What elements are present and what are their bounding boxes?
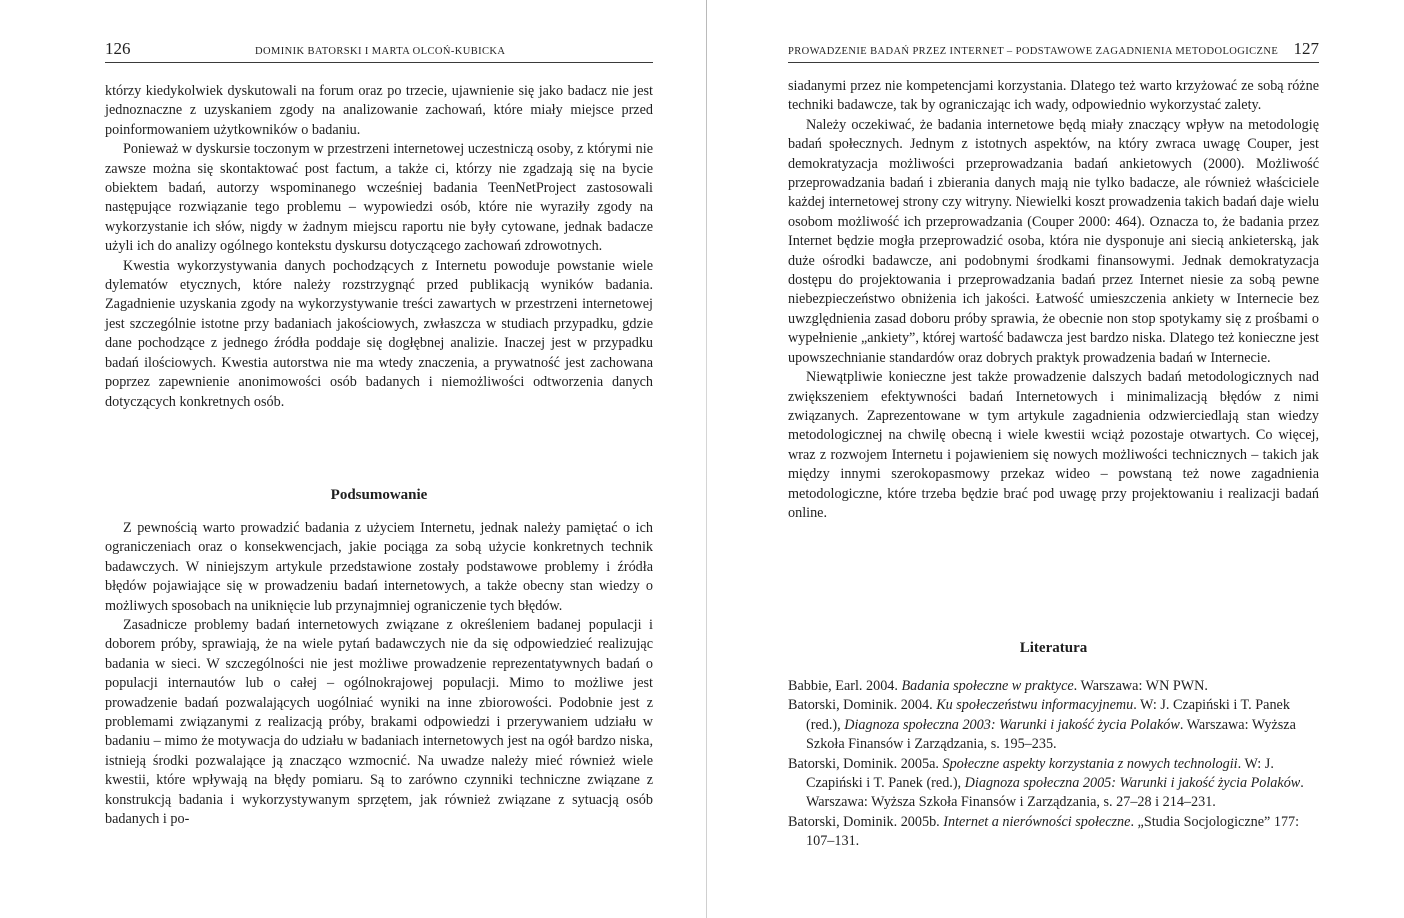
reference-entry: Babbie, Earl. 2004. Badania społeczne w praktyce. Warszawa: WN PWN. bbox=[788, 678, 1208, 694]
running-head: PROWADZENIE BADAŃ PRZEZ INTERNET – PODSTAWOWE ZAGADNIENIA METODOLOGICZNE bbox=[788, 46, 1279, 57]
book-gutter bbox=[706, 0, 707, 918]
right-page bbox=[788, 0, 1319, 918]
section-heading: Literatura bbox=[1019, 640, 1088, 656]
paragraph: Z pewnością warto prowadzić badania z użyciem Internetu, jednak należy pamiętać o ich ograniczeniach oraz o konsekwencjach, jakie pociąga za sobą użycie konkretnych technik badawczych. W niniejszym artykule przedstawione zostały podstawowe problemy i źródła błędów pojawiające się w prowadzeniu badań internetowych, a także obecny stan wiedzy o możliwych sposobach na uniknięcie lub przynajmniej ograniczenie tych błędów. bbox=[105, 520, 653, 614]
reference-entry: Batorski, Dominik. 2004. Ku społeczeństwu informacyjnemu. W: J. Czapiński i T. Panek (red.), Diagnoza społeczna 2003: Warunki i jakość życia Polaków. Warszawa: Wyższa Szkoła Finansów i Zarządzania, s. 195–235. bbox=[788, 697, 1296, 753]
left-page-header bbox=[105, 40, 653, 63]
running-head: DOMINIK BATORSKI I MARTA OLCOŃ-KUBICKA bbox=[255, 46, 506, 57]
right-page-header bbox=[788, 40, 1319, 63]
page-number: 126 bbox=[105, 39, 131, 58]
paragraph: Zasadnicze problemy badań internetowych związane z określeniem badanej populacji i doborem próby, sprawiają, że na wiele pytań badawczych nie da się odpowiedzieć realizując badania w sieci. W szczególności nie jest możliwe prowadzenie reprezentatywnych badań o populacji internautów lub o całej – ogólnokrajowej populacji. Mimo to możliwe jest prowadzenie badań pozwalających uogólniać wyniki na inne zbiorowości. Podobnie jest z problemami związanymi z realizacją próby, brakami odpowiedzi i przerywaniem udziału w badaniu – mimo że motywacja do udziału w badaniach internetowych jest na ogół bardzo niska, istnieją środki pozwalające ją znacząco wzmocnić. Na uwadze należy mieć również wiele kwestii, które wpływają na błędy pomiaru. Są to zarówno czynniki techniczne związane z konstrukcją badania i wykorzystywanym sprzętem, jak również związane z sytuacją osób badanych i po- bbox=[105, 617, 653, 828]
reference-entry: Batorski, Dominik. 2005b. Internet a nierówności społeczne. „Studia Socjologiczne” 177: 107–131. bbox=[788, 813, 1300, 850]
paragraph: Niewątpliwie konieczne jest także prowadzenie dalszych badań metodologicznych nad zwiększeniem efektywności badań Internetowych i minimalizacją błędów z nimi związanych. Zaprezentowane w tym artykule zagadnienia odzwierciedlają stan wiedzy metodologicznej na chwilę obecną i wiele kwestii wciąż pozostaje otwartych. Co więcej, wraz z rozwojem Internetu i pojawieniem się nowych możliwości technicznych – takich jak między innymi szerokopasmowy przekaz wideo – powstaną też nowe zagadnienia metodologiczne, które trzeba będzie brać pod uwagę przy projektowaniu i realizacji badań online. bbox=[788, 369, 1319, 521]
left-body-bottom bbox=[105, 519, 653, 830]
page-number: 127 bbox=[1293, 39, 1319, 58]
reference-list bbox=[788, 677, 1319, 852]
paragraph: siadanymi przez nie kompetencjami korzystania. Dlatego też warto krzyżować ze sobą różne techniki badawcze, tak by ograniczając ich wady, odpowiednio wykorzystać zalety. bbox=[788, 78, 1319, 114]
paragraph: Ponieważ w dyskursie toczonym w przestrzeni internetowej uczestniczą osoby, z którymi nie zawsze można się skontaktować post factum, a także ci, którzy nie zgadzają się na bycie obiektem badań, autorzy wspominanego wcześniej badania TeenNetProject zastosowali następujące rozwiązanie tego problemu – wypowiedzi osób, które nie wyraziły zgody na wykorzystanie ich słów, nigdy w żadnym miejscu raportu nie były cytowane, jednak badacze użyli ich do analizy ogólnego kontekstu dyskursu dotyczącego zachowań zdrowotnych. bbox=[105, 141, 653, 255]
reference-entry: Batorski, Dominik. 2005a. Społeczne aspekty korzystania z nowych technologii. W: J. Czapiński i T. Panek (red.), Diagnoza społeczna 2005: Warunki i jakość życia Polaków. Warszawa: Wyższa Szkoła Finansów i Zarządzania, s. 27–28 i 214–231. bbox=[788, 755, 1304, 811]
paragraph: Kwestia wykorzystywania danych pochodzących z Internetu powoduje powstanie wiele dylematów etycznych, które należy rozstrzygnąć przed publikacją wyników badania. Zagadnienie uzyskania zgody na wykorzystywanie treści zawartych w przestrzeni internetowej jest szczególnie istotne przy badaniach jakościowych, zwłaszcza w studiach przypadku, gdzie dane pochodzące z jednego źródła poddaje się dogłębnej analizie. Inaczej jest w przypadku badań ilościowych. Kwestia autorstwa nie ma wtedy znaczenia, a prywatność jest zachowana poprzez zapewnienie anonimowości osób badanych i niemożliwości odtworzenia danych dotyczących konkretnych osób. bbox=[105, 257, 653, 410]
left-body-top bbox=[105, 82, 653, 412]
right-body bbox=[788, 77, 1319, 523]
paragraph: Należy oczekiwać, że badania internetowe będą miały znaczący wpływ na metodologię badań społecznych. Jednym z istotnych aspektów, na który zwraca uwagę Couper, jest demokratyzacja możliwości przeprowadzania badań ankietowych (2000). Możliwość przeprowadzania badań i zbierania danych mają nie tylko badacze, ale również właściciele każdej internetowej strony czy witryny. Niewielki koszt prowadzenia takich badań daje wielu osobom możliwość ich przeprowadzania (Couper 2000: 464). Oznacza to, że badania przez Internet będzie mogła przeprowadzić osoba, która nie dysponuje ani siecią ankieterską, jak duże ośrodki badawcze, ani podobnymi środkami finansowymi. Jednak demokratyzacja dostępu do projektowania i przeprowadzania badań przez Internet niesie za sobą pewne niebezpieczeństwo obniżenia ich jakości. Łatwość umieszczenia ankiety w Internecie bez uwzględnienia zasad doboru próby sprawia, że obecnie non stop spotykamy się z prośbami o wypełnienie „ankiety”, której wartość badawcza jest bardzo niska. Dlatego też konieczne jest upowszechnianie standardów oraz dobrych praktyk prowadzenia badań w Internecie. bbox=[788, 116, 1319, 366]
left-page bbox=[105, 0, 653, 918]
paragraph: którzy kiedykolwiek dyskutowali na forum oraz po trzecie, ujawnienie się jako badacz nie jest jednoznaczne z uzyskaniem zgody na analizowanie zachowań, które miały miejsce przed poinformowaniem użytkowników o badaniu. bbox=[105, 83, 653, 138]
section-heading: Podsumowanie bbox=[330, 487, 428, 503]
